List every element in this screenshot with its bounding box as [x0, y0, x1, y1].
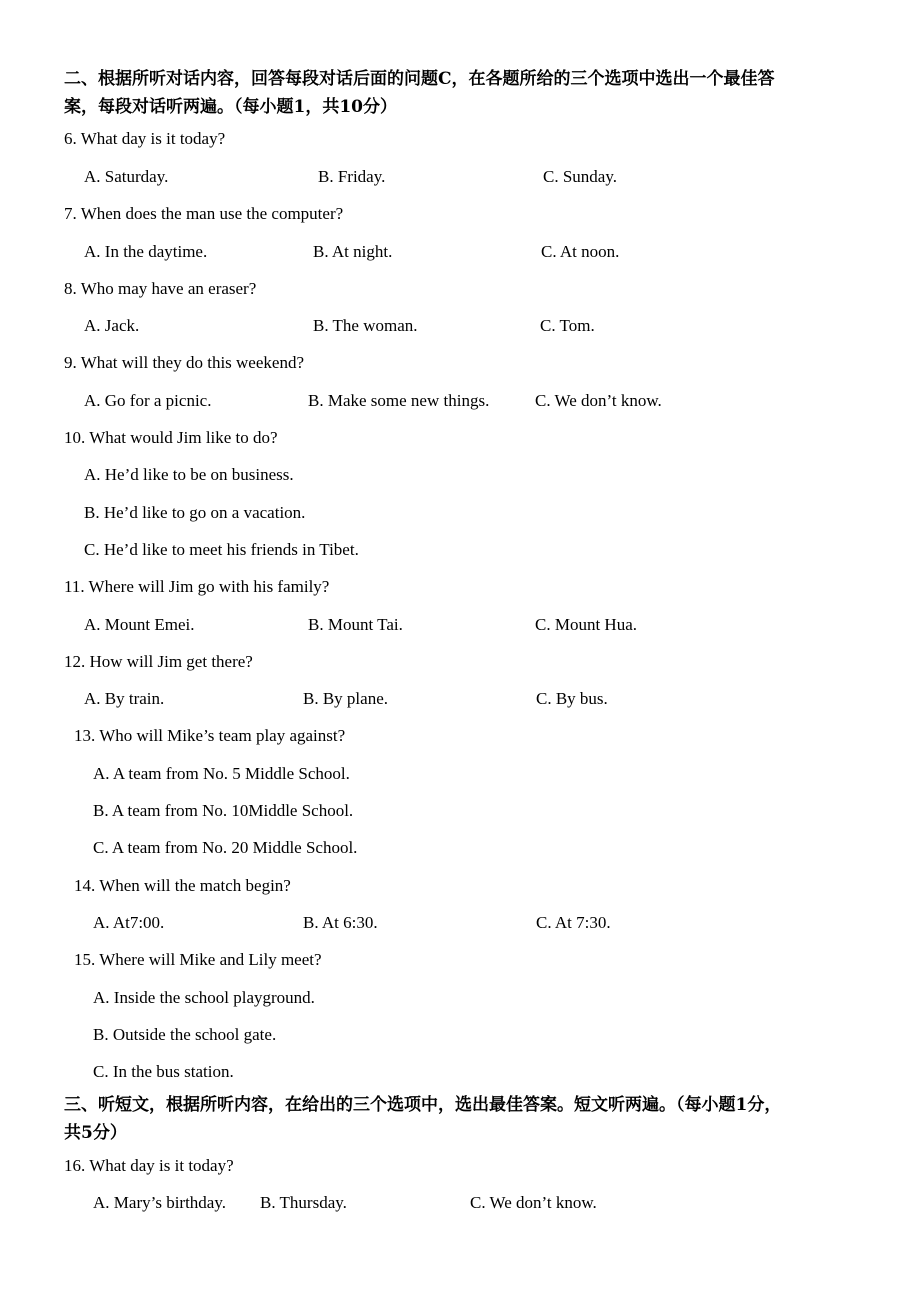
option-a: A. By train. [84, 689, 165, 708]
option-b: B. Outside the school gate. [93, 1025, 277, 1044]
option-c: C. Sunday. [543, 167, 617, 186]
option-b: B. Thursday. [260, 1193, 347, 1212]
option-c: C. Tom. [540, 316, 595, 335]
option-b: B. Make some new things. [308, 391, 490, 410]
section2-heading-line1: 二、根据所听对话内容，回答每段对话后面的问题C，在各题所给的三个选项中选出一个最佳答 [64, 69, 775, 89]
question-stem: 16. What day is it today? [64, 1156, 234, 1175]
option-b: B. A team from No. 10Middle School. [93, 801, 354, 820]
option-c: C. In the bus station. [93, 1062, 234, 1081]
option-b: B. Friday. [318, 167, 386, 186]
question-stem: 7. When does the man use the computer? [64, 204, 344, 223]
option-b: B. At night. [313, 242, 393, 261]
question-stem: 8. Who may have an eraser? [64, 279, 257, 298]
question-stem: 13. Who will Mike’s team play against? [74, 726, 346, 745]
option-b: B. Mount Tai. [308, 615, 403, 634]
option-a: A. Inside the school playground. [93, 988, 315, 1007]
question-stem: 12. How will Jim get there? [64, 652, 253, 671]
question-stem: 6. What day is it today? [64, 129, 226, 148]
option-c: C. We don’t know. [470, 1193, 597, 1212]
option-c: C. At 7:30. [536, 913, 611, 932]
section3-heading-line1: 三、听短文，根据所听内容，在给出的三个选项中，选出最佳答案。短文听两遍。（每小题1分， [64, 1095, 782, 1115]
option-c: C. A team from No. 20 Middle School. [93, 838, 358, 857]
section3-heading-line2: 共5分） [64, 1123, 127, 1143]
option-a: A. Go for a picnic. [84, 391, 212, 410]
option-c: C. By bus. [536, 689, 608, 708]
option-a: A. Saturday. [84, 167, 169, 186]
question-stem: 10. What would Jim like to do? [64, 428, 278, 447]
option-b: B. By plane. [303, 689, 388, 708]
option-b: B. At 6:30. [303, 913, 378, 932]
option-c: C. Mount Hua. [535, 615, 637, 634]
option-c: C. He’d like to meet his friends in Tibet. [84, 540, 359, 559]
question-stem: 11. Where will Jim go with his family? [64, 577, 330, 596]
question-stem: 15. Where will Mike and Lily meet? [74, 950, 322, 969]
option-a: A. A team from No. 5 Middle School. [93, 764, 350, 783]
option-c: C. At noon. [541, 242, 620, 261]
option-b: B. He’d like to go on a vacation. [84, 503, 306, 522]
question-stem: 9. What will they do this weekend? [64, 353, 304, 372]
option-a: A. Mount Emei. [84, 615, 195, 634]
option-a: A. Mary’s birthday. [93, 1193, 226, 1212]
option-c: C. We don’t know. [535, 391, 662, 410]
option-b: B. The woman. [313, 316, 418, 335]
section2-heading-line2: 案，每段对话听两遍。（每小题1，共10分） [64, 97, 397, 117]
question-stem: 14. When will the match begin? [74, 876, 291, 895]
option-a: A. He’d like to be on business. [84, 465, 294, 484]
option-a: A. In the daytime. [84, 242, 208, 261]
option-a: A. At7:00. [93, 913, 165, 932]
option-a: A. Jack. [84, 316, 140, 335]
